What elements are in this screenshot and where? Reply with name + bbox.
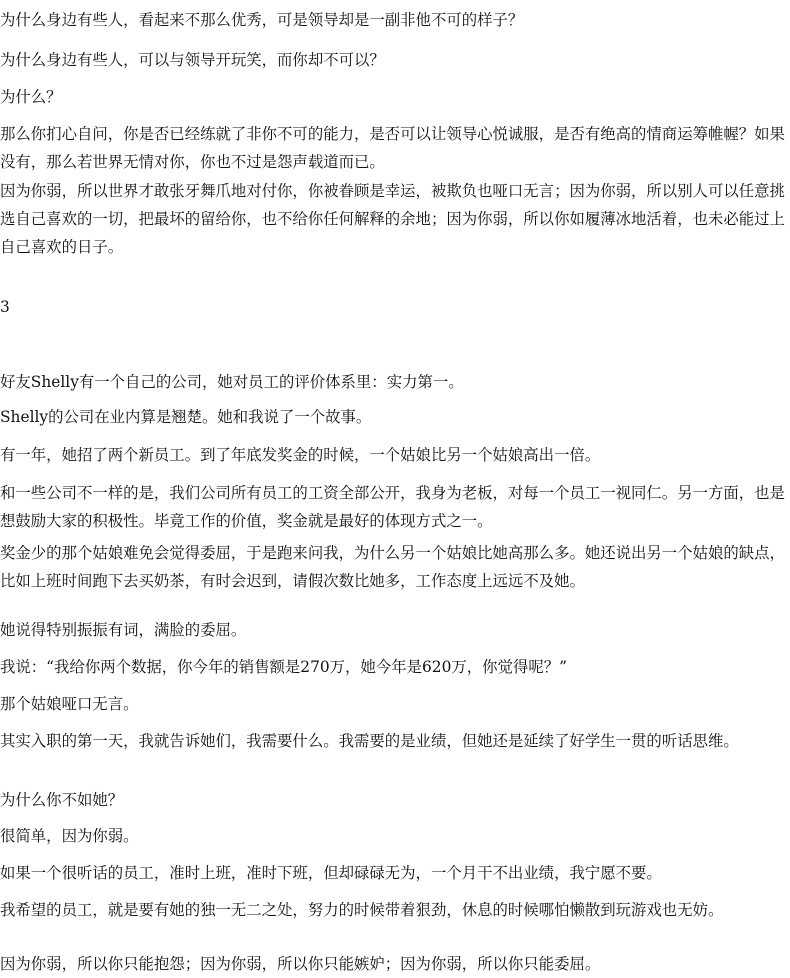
- paragraph: 为什么你不如她？: [0, 791, 124, 809]
- paragraph: 和一些公司不一样的是，我们公司所有员工的工资全部公开，我身为老板，对每一个员工一视同仁。另一方面，也是想鼓励大家的积极性。毕竟工作的价值，奖金就是最好的体现方式之一。: [0, 484, 785, 530]
- paragraph: 如果一个很听话的员工，准时上班，准时下班，但却碌碌无为，一个月干不出业绩，我宁愿不要。: [0, 864, 662, 882]
- paragraph: 为什么？: [0, 88, 62, 106]
- paragraph-partial: 因为你弱，所以你只能抱怨；因为你弱，所以你只能嫉妒；因为你弱，所以你只能委屈。: [0, 955, 601, 973]
- paragraph: 奖金少的那个姑娘难免会觉得委屈，于是跑来问我，为什么另一个姑娘比她高那么多。她还说出另一个姑娘的缺点，比如上班时间跑下去买奶茶，有时会迟到，请假次数比她多，工作态度上远远不及她。: [0, 544, 785, 590]
- section-number: 3: [0, 298, 10, 316]
- paragraph: Shelly的公司在业内算是翘楚。她和我说了一个故事。: [0, 408, 372, 426]
- paragraph: 好友Shelly有一个自己的公司，她对员工的评价体系里：实力第一。: [0, 373, 464, 391]
- paragraph: 那么你扪心自问，你是否已经练就了非你不可的能力，是否可以让领导心悦诚服，是否有绝高的情商运筹帷幄？如果没有，那么若世界无情对你，你也不过是怨声载道而已。: [0, 125, 785, 171]
- paragraph: 其实入职的第一天，我就告诉她们，我需要什么。我需要的是业绩，但她还是延续了好学生一贯的听话思维。: [0, 732, 739, 750]
- paragraph: 为什么身边有些人，看起来不那么优秀，可是领导却是一副非他不可的样子？: [0, 11, 524, 29]
- paragraph: 因为你弱，所以世界才敢张牙舞爪地对付你，你被眷顾是幸运，被欺负也哑口无言；因为你弱，所以别人可以任意挑选自己喜欢的一切，把最坏的留给你，也不给你任何解释的余地；因为你弱，所以你如履薄冰地活着，也未必能过上自己喜欢的日子。: [0, 182, 785, 256]
- paragraph: 那个姑娘哑口无言。: [0, 695, 139, 713]
- paragraph: 有一年，她招了两个新员工。到了年底发奖金的时候，一个姑娘比另一个姑娘高出一倍。: [0, 446, 601, 464]
- paragraph: 为什么身边有些人，可以与领导开玩笑，而你却不可以？: [0, 51, 385, 69]
- paragraph: 我说：“我给你两个数据，你今年的销售额是270万，她今年是620万，你觉得呢？”: [0, 658, 567, 676]
- paragraph: 她说得特别振振有词，满脸的委屈。: [0, 621, 247, 639]
- paragraph: 很简单，因为你弱。: [0, 827, 139, 845]
- paragraph: 我希望的员工，就是要有她的独一无二之处，努力的时候带着狠劲，休息的时候哪怕懒散到玩游戏也无妨。: [0, 901, 724, 919]
